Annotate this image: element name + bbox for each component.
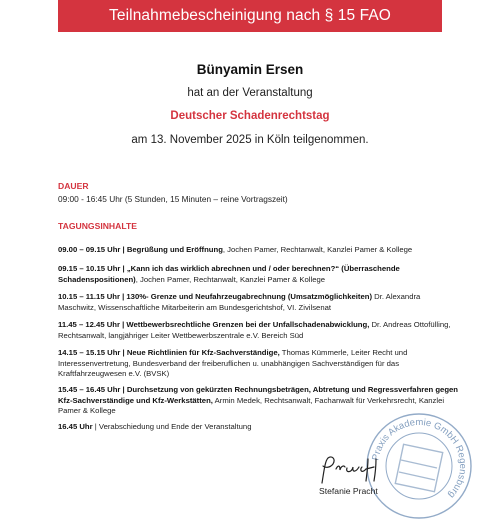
program-item-title: 15.45 – 16.45 Uhr | Durchsetzung von gekürzten Rechnungsbeträgen, Abtretung und Regressverfahren gegen Kfz-Sachverständige und Kfz-Werkstätten, [58,385,458,405]
stamp-text: Praxis Akademie GmbH Regensburg [370,416,469,501]
program-item [58,348,458,380]
certificate-title: Teilnahmebescheinigung nach § 15 FAO [109,7,391,24]
program-item-title: 09.00 – 09.15 Uhr | Begrüßung und Eröffnung [58,245,223,254]
program-item-title: 10.15 – 11.15 Uhr | 130%- Grenze und Neufahrzeugabrechnung (Umsatzmöglichkeiten) [58,292,373,301]
program-item-details: | Verabschiedung und Ende der Veranstaltung [92,422,252,431]
program-item-title: 09.15 – 10.15 Uhr | „Kann ich das wirklich abrechnen und / oder berechnen?“ (Überraschende Schadenspositionen) [58,264,400,284]
duration-heading: DAUER [58,181,89,191]
program-item-details: , Jochen Pamer, Rechtanwalt, Kanzlei Pamer & Kollege [135,274,326,284]
signer-name: Stefanie Pracht [319,486,378,496]
program-item [58,264,458,285]
program-item [58,245,458,256]
program-item-title: 16.45 Uhr [58,422,93,431]
event-title: Deutscher Schadenrechtstag [170,110,330,122]
program-item-details: Armin Medek, Rechtsanwalt, Fachanwalt für Verkehrsrecht, Kanzlei Pamer & Kollege [58,395,445,416]
participant-name: Bünyamin Ersen [196,62,304,77]
certificate-title-banner [58,0,442,32]
program-item-details: Dr. Alexandra Maschwitz, Wissenschaftliche Mitarbeiterin am Bundesgerichtshof, VI. Zivilsenat [58,292,421,312]
program-item-details: , Jochen Pamer, Rechtanwalt, Kanzlei Pamer & Kollege [222,245,413,254]
date-line: am 13. November 2025 in Köln teilgenommen. [131,134,369,146]
intro-text: hat an der Veranstaltung [187,87,313,99]
program-item-details: Dr. Andreas Ottofülling, Rechtsanwalt, langjähriger Leiter Wettbewerbszentrale e.V. Bereich Süd [58,320,451,340]
handwritten-signature [316,453,396,487]
program-heading: TAGUNGSINHALTE [58,221,137,231]
program-item-title: 11.45 – 12.45 Uhr | Wettbewerbsrechtliche Grenzen bei der Unfallschadenabwicklung, [58,320,370,329]
program-item [58,292,458,313]
program-item [58,320,458,341]
duration-text: 09:00 - 16:45 Uhr (5 Stunden, 15 Minuten – reine Vortragszeit) [58,194,288,204]
program-item-title: 14.15 – 15.15 Uhr | Neue Richtlinien für Kfz-Sachverständige, [58,348,280,357]
program-item-details: Thomas Kümmerle, Leiter Recht und Interessenvertretung, Bundesverband der freiberuflichen u. unabhängigen Sachverständigen für das Kraftfahrzeugwesen e.V. (BVSK) [58,348,408,379]
